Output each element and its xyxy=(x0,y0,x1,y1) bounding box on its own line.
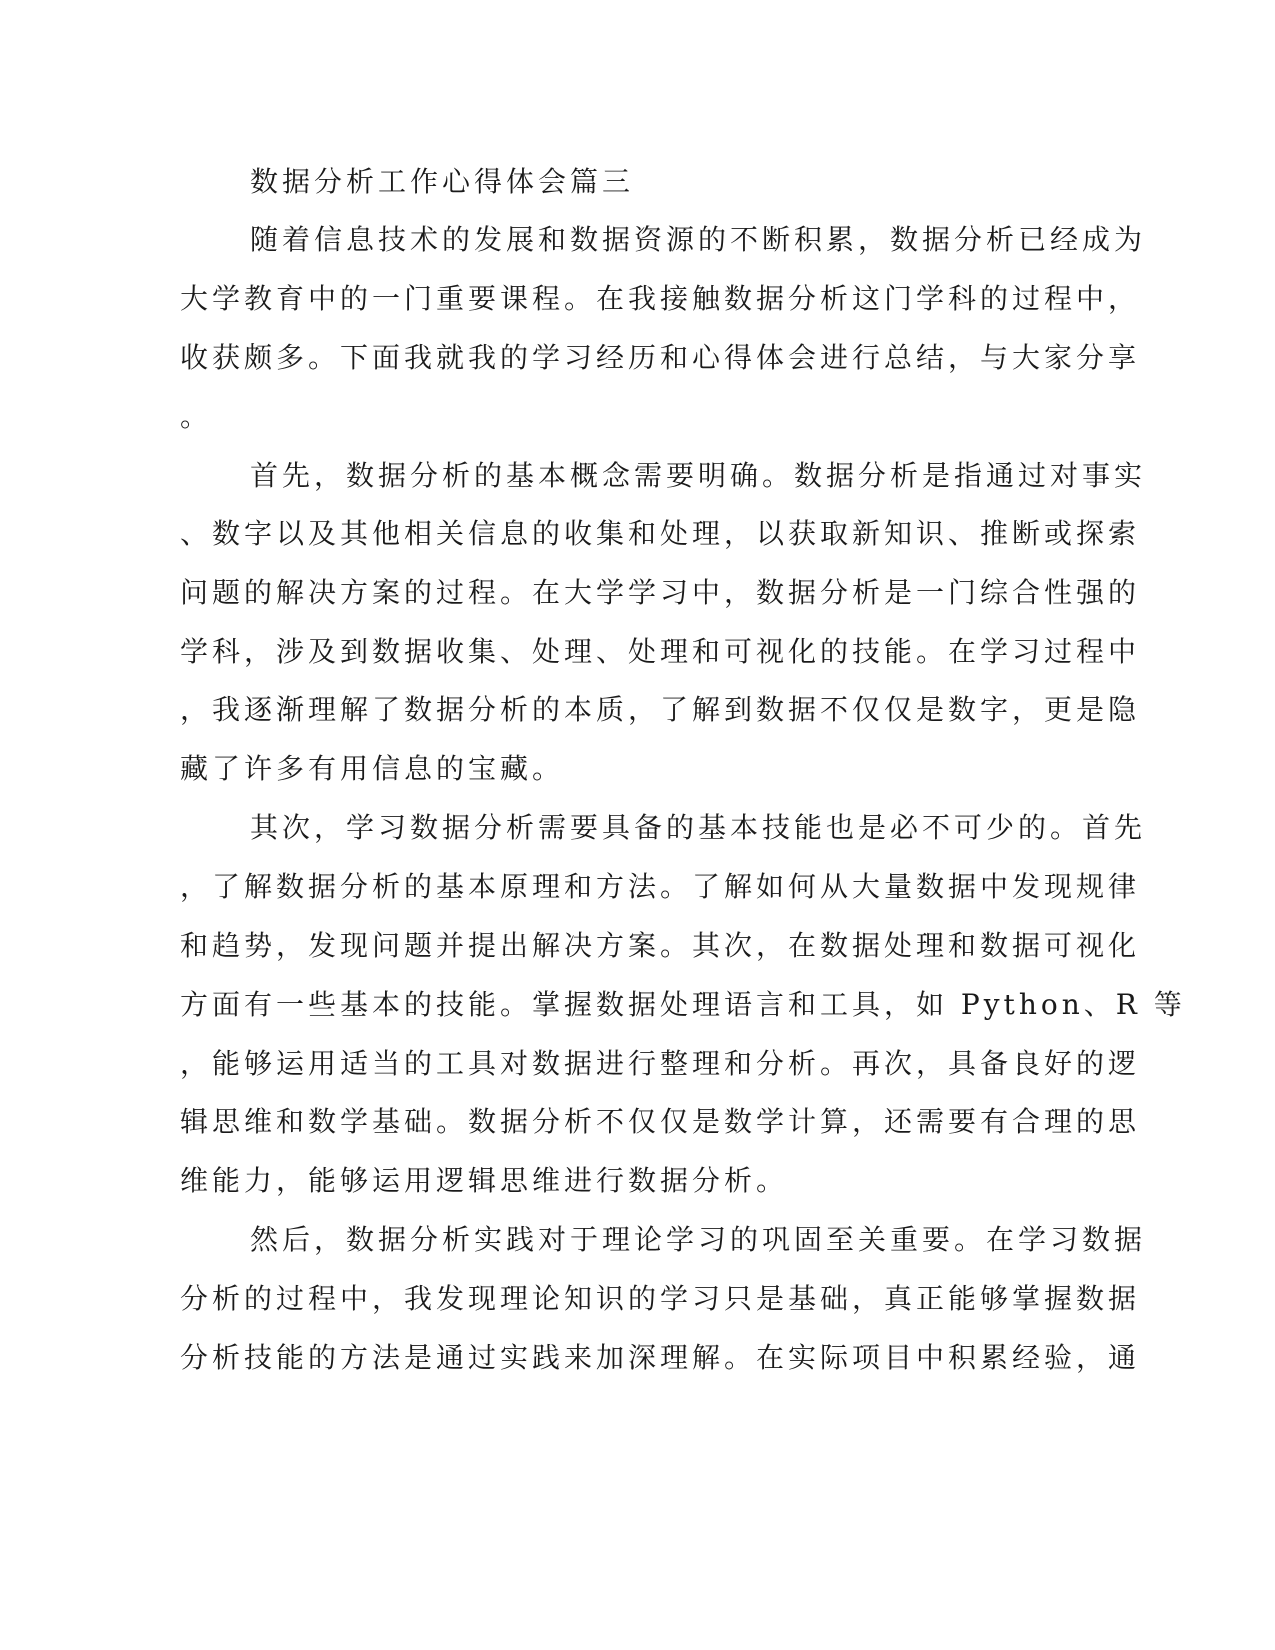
paragraph-line: 藏了许多有用信息的宝藏。 xyxy=(180,752,565,785)
paragraph-line: 收获颇多。下面我就我的学习经历和心得体会进行总结，与大家分享 xyxy=(180,341,1141,374)
paragraph-line: 和趋势，发现问题并提出解决方案。其次，在数据处理和数据可视化 xyxy=(180,929,1141,962)
paragraph-line: ，我逐渐理解了数据分析的本质，了解到数据不仅仅是数字，更是隐 xyxy=(180,693,1141,726)
document-title: 数据分析工作心得体会篇三 xyxy=(250,165,635,198)
paragraph-line: 分析的过程中，我发现理论知识的学习只是基础，真正能够掌握数据 xyxy=(180,1282,1141,1315)
paragraph-line: 其次，学习数据分析需要具备的基本技能也是必不可少的。首先 xyxy=(250,811,1147,844)
paragraph-line: 问题的解决方案的过程。在大学学习中，数据分析是一门综合性强的 xyxy=(180,576,1141,609)
paragraph-line: 随着信息技术的发展和数据资源的不断积累，数据分析已经成为 xyxy=(250,223,1147,256)
paragraph-line: 然后，数据分析实践对于理论学习的巩固至关重要。在学习数据 xyxy=(250,1223,1147,1256)
paragraph-line: 分析技能的方法是通过实践来加深理解。在实际项目中积累经验，通 xyxy=(180,1341,1141,1374)
paragraph-line: 大学教育中的一门重要课程。在我接触数据分析这门学科的过程中， xyxy=(180,282,1141,315)
paragraph-line: ，能够运用适当的工具对数据进行整理和分析。再次，具备良好的逻 xyxy=(180,1047,1141,1080)
paragraph-line: 首先，数据分析的基本概念需要明确。数据分析是指通过对事实 xyxy=(250,459,1147,492)
paragraph-line: 辑思维和数学基础。数据分析不仅仅是数学计算，还需要有合理的思 xyxy=(180,1105,1141,1138)
paragraph-line: 方面有一些基本的技能。掌握数据处理语言和工具，如 Python、R 等 xyxy=(180,988,1186,1021)
paragraph-line: ，了解数据分析的基本原理和方法。了解如何从大量数据中发现规律 xyxy=(180,870,1141,903)
paragraph-line: 维能力，能够运用逻辑思维进行数据分析。 xyxy=(180,1164,789,1197)
paragraph-line: 、数字以及其他相关信息的收集和处理，以获取新知识、推断或探索 xyxy=(180,517,1141,550)
paragraph-line: 学科，涉及到数据收集、处理、处理和可视化的技能。在学习过程中 xyxy=(180,635,1141,668)
paragraph-line: 。 xyxy=(180,400,213,433)
